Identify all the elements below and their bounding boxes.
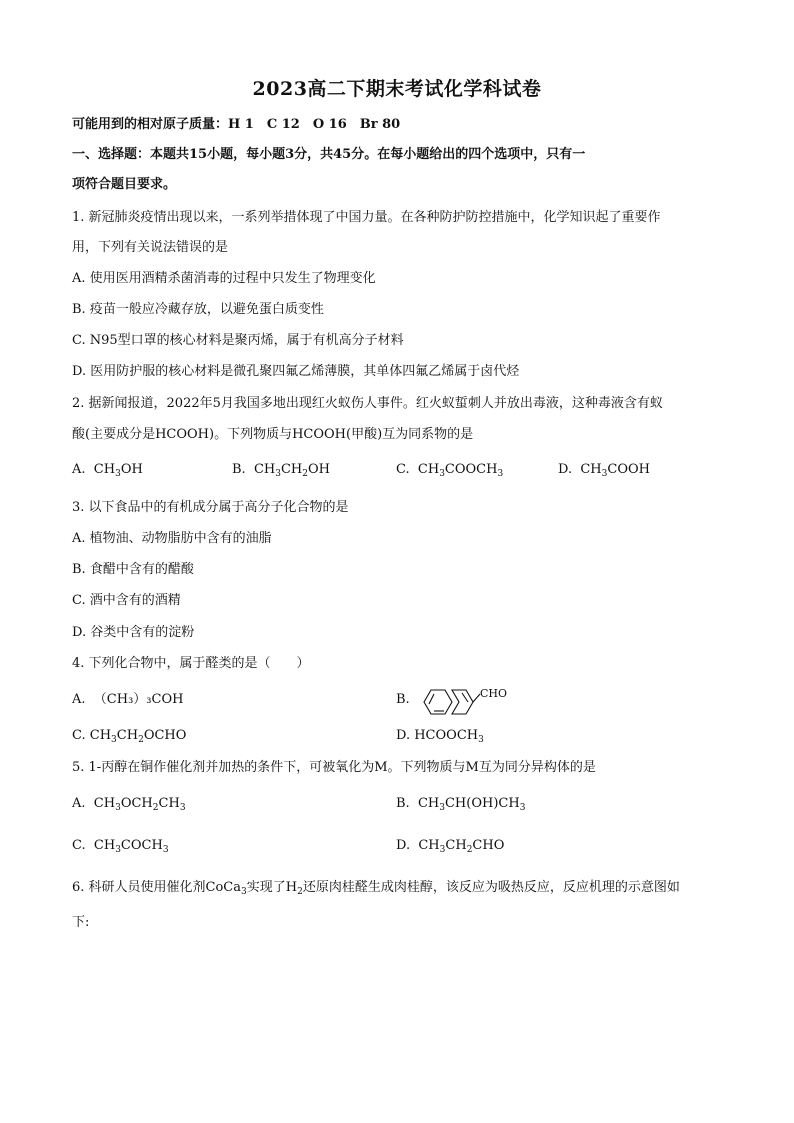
atomic-masses: 可能用到的相对原子质量：H 1 C 12 O 16 Br 80 [72,117,401,132]
q2-option-b: B. $CH_3CH_2OH$ [232,462,331,479]
q4-option-b-label: B. [396,692,410,707]
q4-option-d: D. $HCOOCH_3$ [396,728,484,745]
q5-option-d: D. $CH_3CH_2CHO$ [396,838,505,855]
q1-stem-line1: 1. 新冠肺炎疫情出现以来，一系列举措体现了中国力量。在各种防护防控措施中，化学知识起了重要作 [72,210,661,225]
q5-stem: 5. 1-丙醇在铜作催化剂并加热的条件下，可被氧化为M。下列物质与M互为同分异构体的是 [72,760,596,775]
q5-option-a: A. $CH_3OCH_2CH_3$ [72,796,186,813]
q2-option-c: C. $CH_3COOCH_3$ [396,462,504,479]
q1-option-d: D. 医用防护服的核心材料是微孔聚四氟乙烯薄膜，其单体四氟乙烯属于卤代烃 [72,364,520,379]
q1-stem-line2: 用，下列有关说法错误的是 [72,240,229,255]
q5-option-c: C. $CH_3COCH_3$ [72,838,169,855]
section-heading-line2: 项符合题目要求。 [72,177,177,192]
q4-stem: 4. 下列化合物中，属于醛类的是（ ） [72,656,310,671]
q4-option-b-cho: CHO [480,687,508,700]
q3-option-c: C. 酒中含有的酒精 [72,593,181,608]
q5-option-b: B. $CH_3CH(OH)CH_3$ [396,796,526,813]
q3-option-a: A. 植物油、动物脂肪中含有的油脂 [72,531,272,546]
q2-option-d: D. $CH_3COOH$ [558,462,650,479]
q1-option-a: A. 使用医用酒精杀菌消毒的过程中只发生了物理变化 [72,271,376,286]
section-heading-line1: 一、选择题：本题共15小题，每小题3分，共45分。在每小题给出的四个选项中，只有一 [72,147,586,162]
q1-option-c: C. N95型口罩的核心材料是聚丙烯，属于有机高分子材料 [72,333,404,348]
q4-option-a: A. （CH₃）₃COH [72,692,184,707]
q1-option-b: B. 疫苗一般应冷藏存放，以避免蛋白质变性 [72,302,324,317]
q2-option-a: A. $CH_3OH$ [72,462,143,479]
q3-option-d: D. 谷类中含有的淀粉 [72,625,195,640]
q3-stem: 3. 以下食品中的有机成分属于高分子化合物的是 [72,500,349,515]
exam-title: 2023高二下期末考试化学科试卷 [252,78,542,100]
q6-stem-line1: 6. 科研人员使用催化剂CoCa$_3$实现了$H_2$还原肉桂醛生成肉桂醇，该反应为吸热反应，反应机理的示意图如 [72,880,680,897]
q4-option-c: C. $CH_3CH_2OCHO$ [72,728,187,745]
q2-stem-line2: 酸(主要成分是HCOOH)。下列物质与HCOOH(甲酸)互为同系物的是 [72,427,474,442]
q3-option-b: B. 食醋中含有的醋酸 [72,562,194,577]
q2-stem-line1: 2. 据新闻报道，2022年5月我国多地出现红火蚁伤人事件。红火蚁蜇刺人并放出毒液，这种毒液含有蚁 [72,396,663,411]
q6-stem-line2: 下: [72,915,90,930]
